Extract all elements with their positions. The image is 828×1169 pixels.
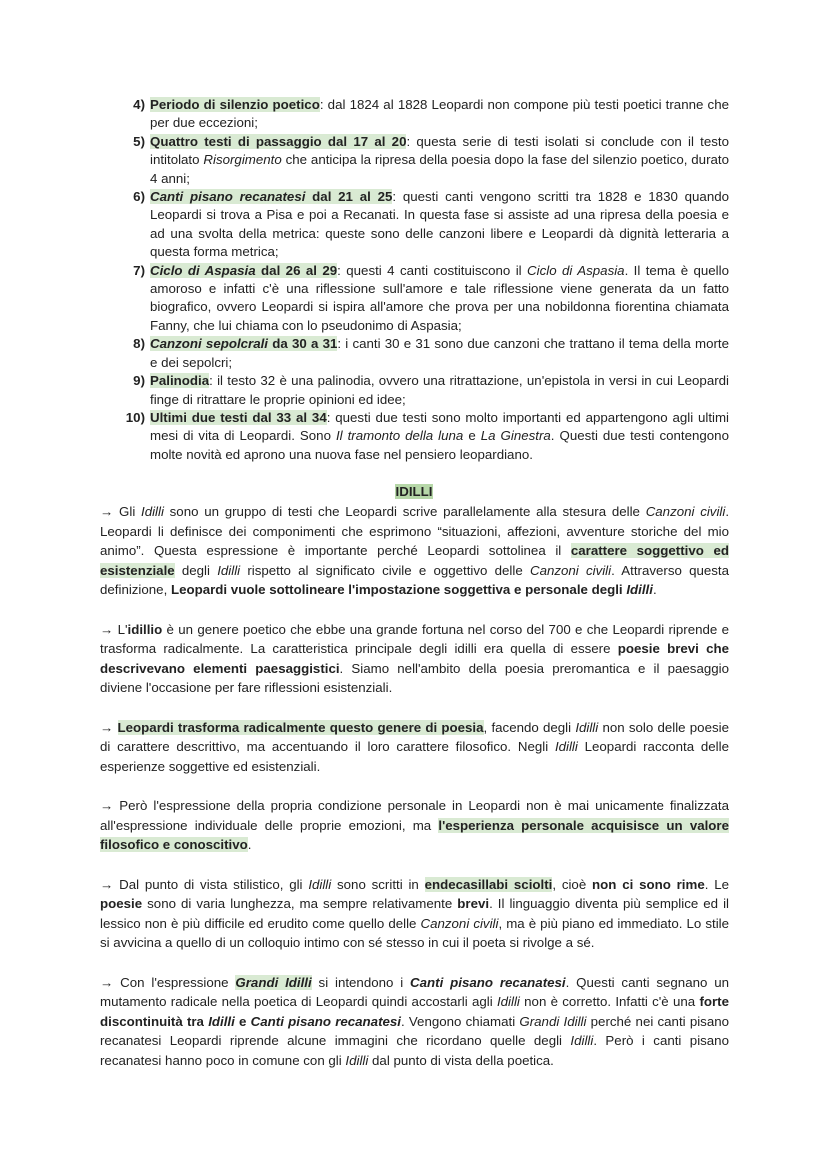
paragraph-3: → Leopardi trasforma radicalmente questo genere di poesia, facendo degli Idilli non solo delle poesie di carattere descrittivo, ma accentuando il loro carattere filosofico. Negli Idilli Leopardi racconta delle esperienze soggettive ed esistenziali.	[100, 719, 729, 774]
section-heading: IDILLI	[395, 484, 433, 499]
paragraph-4: → Però l'espressione della propria condizione personale in Leopardi non è mai unicamente finalizzata all'espressione individuale delle proprie emozioni, ma l'esperienza personale acquisisce un valore filosofico e conoscitivo.	[100, 798, 729, 852]
item-title: Canti pisano recanatesi dal 21 al 25	[150, 189, 393, 205]
list-item: 9) Palinodia: il testo 32 è una palinodia, ovvero una ritrattazione, un'epistola in versi in cui Leopardi finge di ritrattare le proprie opinioni ed idee;	[105, 372, 729, 409]
list-item: 10) Ultimi due testi dal 33 al 34: questi due testi sono molto importanti ed appartengono agli ultimi mesi di vita di Leopardi. Sono Il tramonto della luna e La Ginestra. Questi due testi contengono molte novità ed aprono una nuova fase nel pensiero leopardiano.	[105, 409, 729, 464]
list-item: 8) Canzoni sepolcrali da 30 a 31: i canti 30 e 31 sono due canzoni che trattano il tema della morte e dei sepolcri;	[105, 335, 729, 372]
list-item: 4) Periodo di silenzio poetico: dal 1824 al 1828 Leopardi non compone più testi poetici tranne che per due eccezioni;	[105, 96, 729, 133]
paragraph-5: → Dal punto di vista stilistico, gli Idilli sono scritti in endecasillabi sciolti, cioè non ci sono rime. Le poesie sono di varia lunghezza, ma sempre relativamente brevi. Il linguaggio diventa più semplice ed il lessico non è più difficile ed erudito come quello delle Canzoni civili, ma è più piano ed immediato. Lo stile si avvicina a quello di un colloquio intimo con sé stesso in cui il poeta si rivolge a sé.	[100, 876, 729, 950]
item-title: Palinodia	[150, 373, 210, 389]
list-number: 5)	[133, 133, 145, 149]
section-body	[100, 502, 729, 1090]
paragraph-2: → L'idillio è un genere poetico che ebbe una grande fortuna nel corso del 700 e che Leopardi riprende e trasforma radicalmente. La caratteristica principale degli idilli era quella di essere poesie brevi che descrivevano elementi paesaggistici. Siamo nell'ambito della poesia preromantica e il paesaggio diviene l'occasione per fare riflessioni esistenziali.	[100, 621, 729, 695]
item-title: Canzoni sepolcrali da 30 a 31	[150, 336, 338, 352]
item-title: Ciclo di Aspasia dal 26 al 29	[150, 262, 338, 278]
list-number: 4)	[133, 97, 145, 112]
paragraph-1: → Gli Idilli sono un gruppo di testi che Leopardi scrive parallelamente alla stesura delle Canzoni civili. Leopardi li definisce dei componimenti che esprimono “situazioni, affezioni, avventure storiche del mio animo”. Questa espressione è importante perché Leopardi sottolinea il carattere soggettivo ed esistenziale degli Idilli rispetto al significato civile e oggettivo delle Canzoni civili. Attraverso questa definizione, Leopardi vuole sottolineare l'impostazione soggettiva e personale degli Idilli.	[100, 504, 730, 597]
paragraph-6: → Con l'espressione Grandi Idilli si intendono i Canti pisano recanatesi. Questi canti segnano un mutamento radicale nella poetica di Leopardi quindi accostarli agli Idilli non è corretto. Infatti c'è una forte discontinuità tra Idilli e Canti pisano recanatesi. Vengono chiamati Grandi Idilli perché nei canti pisano recanatesi Leopardi riprende alcune immagini che ricordano quelle degli Idilli. Però i canti pisano recanatesi hanno poco in comune con gli Idilli dal punto di vista della poetica.	[100, 974, 730, 1068]
list-number: 10)	[125, 409, 145, 425]
list-number: 6)	[133, 189, 145, 205]
item-title: Periodo di silenzio poetico	[150, 97, 320, 112]
list-item: 5) Quattro testi di passaggio dal 17 al 20: questa serie di testi isolati si conclude con il testo intitolato Risorgimento che anticipa la ripresa della poesia dopo la fase del silenzio poetico, durato 4 anni;	[105, 133, 729, 188]
item-title: Quattro testi di passaggio dal 17 al 20	[150, 133, 407, 149]
list-number: 8)	[133, 336, 145, 352]
list-item: 7) Ciclo di Aspasia dal 26 al 29: questi 4 canti costituiscono il Ciclo di Aspasia. Il tema è quello amoroso e infatti c'è una riflessione sull'amore e tale riflessione viene generata da un fatto biografico, ovvero Leopardi si ispira all'amore che prova per una nobildonna fiorentina chiamata Fanny, che lui chiama con lo pseudonimo di Aspasia;	[105, 262, 729, 336]
item-title: Ultimi due testi dal 33 al 34	[150, 409, 327, 425]
list-number: 9)	[133, 373, 145, 389]
list-number: 7)	[133, 262, 145, 278]
work-periods-list	[105, 96, 729, 464]
list-item: 6) Canti pisano recanatesi dal 21 al 25: questi canti vengono scritti tra 1828 e 1830 quando Leopardi si trova a Pisa e poi a Recanati. In questa fase si assiste ad una ripresa della poesia e ad una svolta della metrica: queste sono delle canzoni libere e Leopardi dà dignità letteraria a questa forma metrica;	[105, 188, 729, 262]
